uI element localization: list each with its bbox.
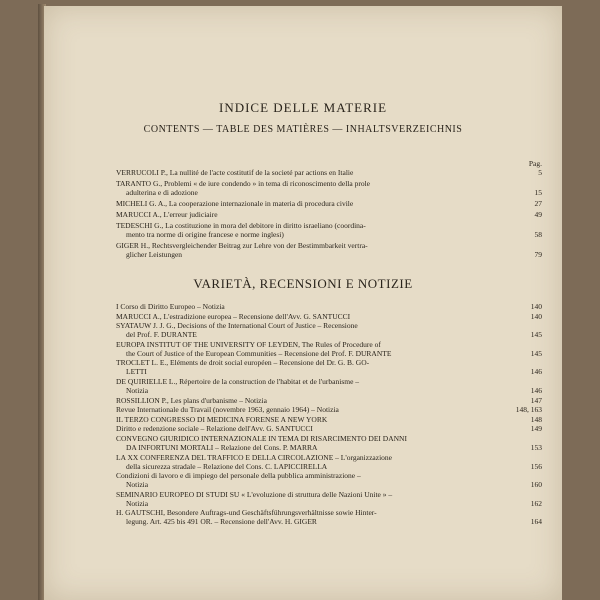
entry-continuation: legung. Art. 425 bis 491 OR. – Recensione dell'Avv. H. GIGER bbox=[126, 517, 317, 527]
entry-page-number: 140 bbox=[530, 302, 542, 311]
contents-list bbox=[116, 168, 542, 261]
entry-continuation: della sicurezza stradale – Relazione del Cons. C. LAPICCIRELLA bbox=[126, 461, 328, 471]
toc-entry bbox=[116, 321, 542, 339]
entry-text: TARANTO G., Problemi « de iure condendo » in tema di riconoscimento della prole bbox=[116, 179, 370, 188]
page-title: INDICE DELLE MATERIE bbox=[218, 100, 388, 115]
entry-continuation: LETTI bbox=[126, 367, 147, 377]
toc-entry bbox=[116, 405, 542, 414]
entry-text: ROSSILLION P., Les plans d'urbanisme – Notizia bbox=[116, 395, 267, 405]
entry-continuation: adulterina e di adozione bbox=[126, 188, 198, 197]
toc-entry bbox=[116, 453, 542, 471]
entry-text: SYATAUW J. J. G., Decisions of the International Court of Justice – Recensione bbox=[116, 321, 358, 331]
entry-text: TEDESCHI G., La costituzione in mora del debitore in diritto israeliano (coordina- bbox=[116, 221, 366, 230]
toc-entry bbox=[116, 312, 542, 321]
toc-entry bbox=[116, 377, 542, 395]
entry-page-number: 58 bbox=[534, 230, 542, 239]
entry-text: VERRUCOLI P., La nullité de l'acte costitutif de la societé par actions en Italie bbox=[116, 168, 354, 177]
toc-entry bbox=[116, 415, 542, 424]
entry-page-number: 148 bbox=[530, 414, 542, 424]
entry-text: GIGER H., Rechtsvergleichender Beitrag zur Lehre von der Bestimmbarkeit vertra- bbox=[116, 241, 368, 250]
entry-text: CONVEGNO GIURIDICO INTERNAZIONALE IN TEMA DI RISARCIMENTO DEI DANNI bbox=[116, 433, 407, 443]
toc-entry bbox=[116, 434, 542, 452]
entry-text: Condizioni di lavoro e di impiego del personale della pubblica amministrazione – bbox=[116, 471, 361, 481]
entry-page-number: 156 bbox=[530, 461, 542, 471]
entry-page-number: 145 bbox=[530, 330, 542, 340]
entry-page-number: 140 bbox=[530, 311, 542, 321]
toc-entry bbox=[116, 241, 542, 259]
entry-continuation: Notizia bbox=[126, 498, 149, 508]
entry-page-number: 149 bbox=[530, 424, 542, 434]
entry-text: DE QUIRIELLE L., Répertoire de la construction de l'habitat et de l'urbanisme – bbox=[116, 376, 360, 386]
entry-continuation: DA INFORTUNI MORTALI – Relazione del Cons. P. MARRA bbox=[126, 442, 318, 452]
entry-page-number: 147 bbox=[530, 395, 542, 405]
entry-page-number: 79 bbox=[534, 250, 542, 259]
entry-text: IL TERZO CONGRESSO DI MEDICINA FORENSE A NEW YORK bbox=[116, 414, 328, 424]
entry-text: TROCLET L. E., Eléments de droit social européen – Recensione del Dr. G. B. GO- bbox=[116, 358, 370, 368]
toc-entry bbox=[116, 471, 542, 489]
entry-page-number: 148, 163 bbox=[515, 405, 542, 415]
entry-text: H. GAUTSCHI, Besondere Auftrags-und Geschäftsführungsverhältnisse sowie Hinter- bbox=[116, 508, 377, 518]
entry-page-number: 160 bbox=[530, 480, 542, 490]
toc-entry bbox=[116, 199, 542, 208]
toc-entry bbox=[116, 210, 542, 219]
entry-text: Revue Internationale du Travail (novembre 1963, gennaio 1964) – Notizia bbox=[116, 405, 339, 415]
toc-entry bbox=[116, 221, 542, 239]
entry-page-number: 27 bbox=[534, 199, 542, 208]
toc-entry bbox=[116, 508, 542, 526]
toc-entry bbox=[116, 168, 542, 177]
entry-page-number: 162 bbox=[530, 498, 542, 508]
entry-text: MICHELI G. A., La cooperazione internazionale in materia di procedura civile bbox=[116, 199, 354, 208]
toc-entry bbox=[116, 396, 542, 405]
entry-text: I Corso di Diritto Europeo – Notizia bbox=[116, 302, 225, 311]
entry-continuation: the Court of Justice of the European Communities – Recensione del Prof. F. DURANTE bbox=[126, 348, 392, 358]
entry-page-number: 145 bbox=[530, 348, 542, 358]
toc-entry bbox=[116, 490, 542, 508]
book-page bbox=[44, 6, 562, 600]
entry-continuation: glicher Leistungen bbox=[126, 250, 183, 259]
toc-entry bbox=[116, 358, 542, 376]
entry-page-number: 15 bbox=[534, 188, 542, 197]
entry-text: MARUCCI A., L'estradizione europea – Recensione dell'Avv. G. SANTUCCI bbox=[116, 311, 351, 321]
entry-page-number: 49 bbox=[534, 210, 542, 219]
entry-page-number: 146 bbox=[530, 367, 542, 377]
page-column-label: Pag. bbox=[528, 159, 542, 168]
toc-entry bbox=[116, 302, 542, 311]
entry-continuation: Notizia bbox=[126, 480, 149, 490]
entry-text: EUROPA INSTITUT OF THE UNIVERSITY OF LEYDEN, The Rules of Procedure of bbox=[116, 339, 381, 349]
entry-continuation: del Prof. F. DURANTE bbox=[126, 330, 197, 340]
entry-text: LA XX CONFERENZA DEL TRAFFICO E DELLA CIRCOLAZIONE – L'organizzazione bbox=[116, 452, 392, 462]
entry-continuation: mento tra norme di origine francese e norme inglesi) bbox=[126, 230, 284, 239]
entry-page-number: 5 bbox=[538, 168, 542, 177]
toc-entry bbox=[116, 424, 542, 433]
entry-page-number: 164 bbox=[530, 517, 542, 527]
entry-page-number: 153 bbox=[530, 442, 542, 452]
notes-list bbox=[116, 302, 542, 527]
entry-text: MARUCCI A., L'erreur judiciaire bbox=[116, 210, 218, 219]
entry-text: Diritto e redenzione sociale – Relazione dell'Avv. G. SANTUCCI bbox=[116, 424, 313, 434]
section-title: VARIETÀ, RECENSIONI E NOTIZIE bbox=[193, 276, 413, 291]
toc-entry bbox=[116, 179, 542, 197]
entry-continuation: Notizia bbox=[126, 385, 149, 395]
page-subtitle: CONTENTS — TABLE DES MATIÈRES — INHALTSVERZEICHNIS bbox=[143, 124, 463, 135]
entry-page-number: 146 bbox=[530, 385, 542, 395]
entry-text: SEMINARIO EUROPEO DI STUDI SU « L'evoluzione di struttura delle Nazioni Unite » – bbox=[116, 489, 393, 499]
toc-entry bbox=[116, 340, 542, 358]
